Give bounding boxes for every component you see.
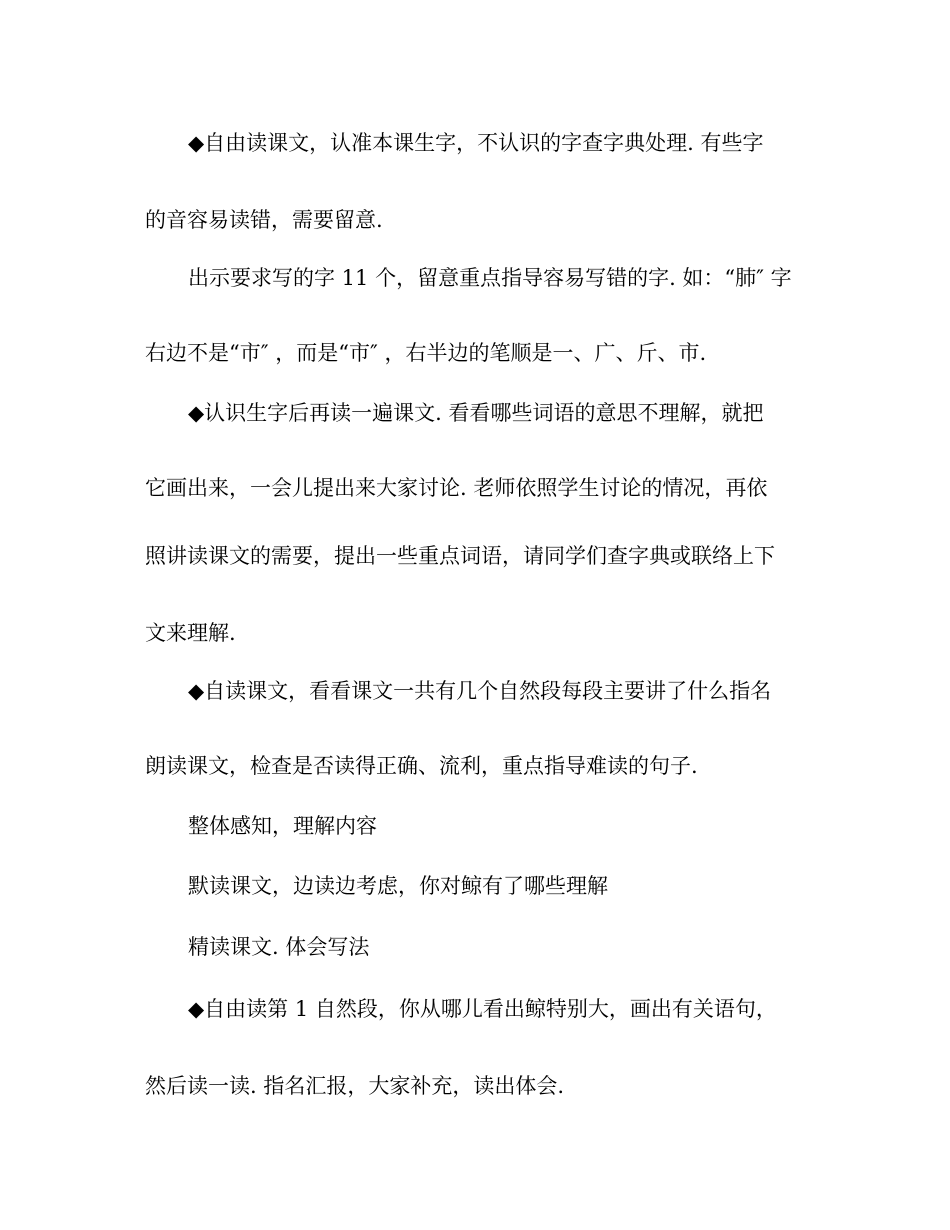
- paragraph-line: ◆自读课文，看看课文一共有几个自然段每段主要讲了什么指名: [188, 679, 772, 703]
- section-heading: 精读课文. 体会写法: [188, 935, 370, 959]
- paragraph-line: 的音容易读错，需要留意.: [145, 208, 383, 232]
- paragraph-line: 出示要求写的字 11 个，留意重点指导容易写错的字. 如：“肺″ 字: [188, 266, 792, 290]
- section-heading: 整体感知，理解内容: [188, 814, 377, 838]
- paragraph-line: 朗读课文，检查是否读得正确、流利，重点指导难读的句子.: [145, 754, 698, 778]
- paragraph-line: ◆自由读第 1 自然段，你从哪儿看出鲸特别大，画出有关语句，: [188, 997, 777, 1021]
- paragraph-line: ◆认识生字后再读一遍课文. 看看哪些词语的意思不理解，就把: [188, 401, 764, 425]
- paragraph-line: 文来理解.: [145, 621, 236, 645]
- paragraph-line: 右边不是“市″ ，而是“市″ ，右半边的笔顺是一、广、斤、市.: [145, 341, 707, 365]
- paragraph-line: 照讲读课文的需要，提出一些重点词语，请同学们查字典或联络上下: [145, 544, 775, 568]
- paragraph-line: ◆自由读课文，认准本课生字，不认识的字查字典处理. 有些字: [188, 131, 764, 155]
- paragraph-line: 默读课文，边读边考虑，你对鲸有了哪些理解: [188, 874, 608, 898]
- paragraph-line: 它画出来，一会儿提出来大家讨论. 老师依照学生讨论的情况，再依: [145, 476, 768, 500]
- paragraph-line: 然后读一读. 指名汇报，大家补充，读出体会.: [145, 1074, 565, 1098]
